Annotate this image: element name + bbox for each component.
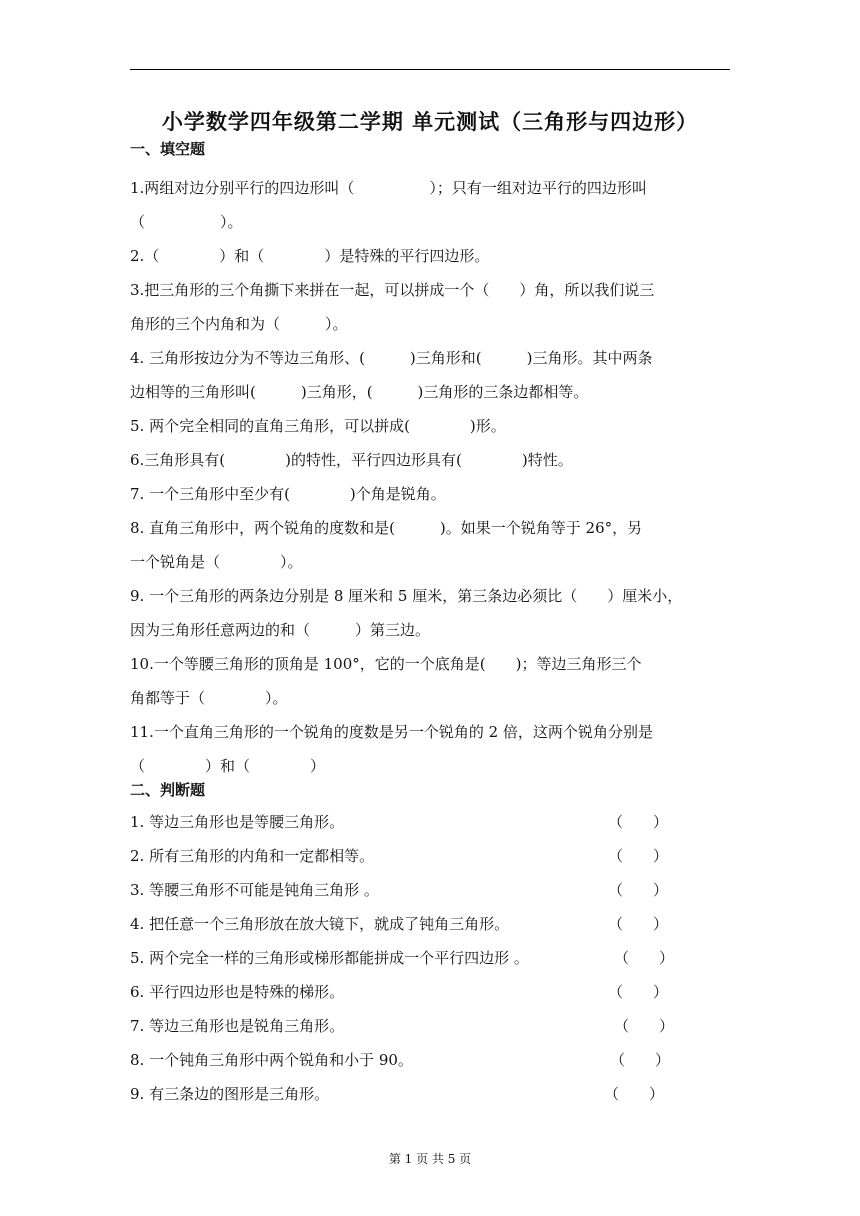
answer-parentheses: （ ） [608, 847, 669, 865]
question-line: 5. 两个完全相同的直角三角形，可以拼成( )形。 [130, 417, 506, 435]
true-false-item [130, 1077, 730, 1111]
question-line: 9. 一个三角形的两条边分别是 8 厘米和 5 厘米，第三条边必须比（ ）厘米小， [130, 587, 683, 605]
true-false-item [130, 839, 730, 873]
question-line: 3.把三角形的三个角撕下来拼在一起，可以拼成一个（ ）角，所以我们说三 [130, 281, 655, 299]
question-line: （ ）和（ ） [130, 757, 326, 775]
answer-parentheses: （ ） [610, 1051, 671, 1069]
question-line: 7. 一个三角形中至少有( )个角是锐角。 [130, 485, 446, 503]
statement-text: 4. 把任意一个三角形放在放大镜下，就成了钝角三角形。 [130, 915, 510, 933]
answer-parentheses: （ ） [604, 1085, 665, 1103]
answer-parentheses: （ ） [608, 813, 669, 831]
statement-text: 6. 平行四边形也是特殊的梯形。 [130, 983, 345, 1001]
statement-text: 5. 两个完全一样的三角形或梯形都能拼成一个平行四边形 。 [130, 949, 529, 967]
page-number-footer: 第 1 页 共 5 页 [388, 1152, 472, 1166]
question-line: 2.（ ）和（ ）是特殊的平行四边形。 [130, 247, 490, 265]
statement-text: 8. 一个钝角三角形中两个锐角和小于 90。 [130, 1051, 413, 1069]
question-line: 10.一个等腰三角形的顶角是 100°，它的一个底角是( )；等边三角形三个 [130, 655, 642, 673]
section-true-false-title: 二、判断题 [130, 781, 206, 799]
question-line: 4. 三角形按边分为不等边三角形、( )三角形和( )三角形。其中两条 [130, 349, 653, 367]
statement-text: 2. 所有三角形的内角和一定都相等。 [130, 847, 375, 865]
question-line: 1.两组对边分别平行的四边形叫（ ）；只有一组对边平行的四边形叫 [130, 179, 647, 197]
section-fill-in-title: 一、填空题 [130, 140, 206, 158]
true-false-list [130, 805, 730, 1111]
question-line: 因为三角形任意两边的和（ ）第三边。 [130, 621, 431, 639]
statement-text: 7. 等边三角形也是锐角三角形。 [130, 1017, 345, 1035]
header-rule [130, 69, 730, 70]
true-false-item [130, 975, 730, 1009]
question-line: （ ）。 [130, 213, 243, 231]
question-line: 11.一个直角三角形的一个锐角的度数是另一个锐角的 2 倍，这两个锐角分别是 [130, 723, 653, 741]
question-line: 8. 直角三角形中，两个锐角的度数和是( )。如果一个锐角等于 26°，另 [130, 519, 643, 537]
true-false-item [130, 805, 730, 839]
answer-parentheses: （ ） [608, 881, 669, 899]
page-title: 小学数学四年级第二学期 单元测试（三角形与四边形） [161, 109, 699, 134]
true-false-item [130, 873, 730, 907]
question-line: 角形的三个内角和为（ ）。 [130, 315, 348, 333]
statement-text: 9. 有三条边的图形是三角形。 [130, 1085, 330, 1103]
true-false-item [130, 907, 730, 941]
true-false-item [130, 1009, 730, 1043]
answer-parentheses: （ ） [614, 949, 675, 967]
true-false-item [130, 1043, 730, 1077]
question-line: 边相等的三角形叫( )三角形，( )三角形的三条边都相等。 [130, 383, 589, 401]
statement-text: 3. 等腰三角形不可能是钝角三角形 。 [130, 881, 379, 899]
answer-parentheses: （ ） [608, 915, 669, 933]
answer-parentheses: （ ） [608, 983, 669, 1001]
question-line: 6.三角形具有( )的特性，平行四边形具有( )特性。 [130, 451, 573, 469]
statement-text: 1. 等边三角形也是等腰三角形。 [130, 813, 345, 831]
question-line: 一个锐角是（ ）。 [130, 553, 303, 571]
answer-parentheses: （ ） [614, 1017, 675, 1035]
true-false-item [130, 941, 730, 975]
fill-in-questions [130, 171, 730, 783]
question-line: 角都等于（ ）。 [130, 689, 288, 707]
